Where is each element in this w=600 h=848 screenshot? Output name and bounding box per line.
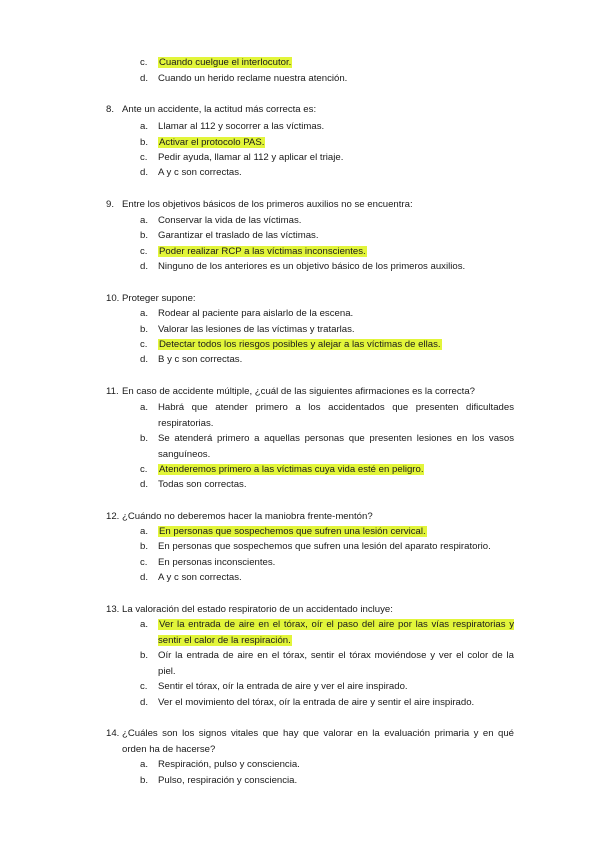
option-letter: d.	[140, 572, 149, 583]
option-text: Garantizar el traslado de las víctimas.	[158, 230, 319, 241]
option-text: Cuando un herido reclame nuestra atención.	[158, 73, 348, 84]
question-text: ¿Cuáles son los signos vitales que hay que valorar en la evaluación primaria y en qué orden ha de hacerse?	[122, 728, 514, 755]
option-letter: c.	[140, 246, 148, 257]
option-text: A y c son correctas.	[158, 167, 242, 178]
option-letter: a.	[140, 402, 149, 413]
question-number: 14.	[106, 728, 120, 739]
option-text-highlighted: Detectar todos los riesgos posibles y alejar a las víctimas de ellas.	[159, 339, 441, 350]
question-text: Proteger supone:	[122, 293, 196, 304]
option-text: Ninguno de los anteriores es un objetivo básico de los primeros auxilios.	[158, 261, 466, 272]
option-letter: d.	[140, 261, 149, 272]
question-number: 12.	[106, 511, 120, 522]
option-text: Pedir ayuda, llamar al 112 y aplicar el triaje.	[158, 152, 344, 163]
option-text: Habrá que atender primero a los accidentados que presenten dificultades respiratorias.	[158, 402, 514, 429]
option-letter: b.	[140, 775, 149, 786]
option-letter: b.	[140, 230, 149, 241]
option-text-highlighted: Activar el protocolo PAS.	[159, 137, 265, 148]
option-text: Ver el movimiento del tórax, oír la entrada de aire y sentir el aire inspirado.	[158, 697, 475, 708]
option-letter: d.	[140, 479, 149, 490]
question-number: 9.	[106, 199, 115, 210]
option-text: Conservar la vida de las víctimas.	[158, 215, 302, 226]
option-letter: b.	[140, 137, 149, 148]
option-letter: b.	[140, 650, 149, 661]
option-letter: a.	[140, 308, 149, 319]
option-letter: b.	[140, 324, 149, 335]
option-letter: c.	[140, 681, 148, 692]
option-text-highlighted: Cuando cuelgue el interlocutor.	[159, 57, 292, 68]
option-text: En personas inconscientes.	[158, 557, 276, 568]
question-text: Entre los objetivos básicos de los primeros auxilios no se encuentra:	[122, 199, 413, 210]
option-letter: d.	[140, 354, 149, 365]
option-text: Pulso, respiración y consciencia.	[158, 775, 298, 786]
option-text: B y c son correctas.	[158, 354, 243, 365]
option-text-highlighted: Poder realizar RCP a las víctimas inconscientes.	[159, 246, 366, 257]
option-letter: b.	[140, 433, 149, 444]
question-text: La valoración del estado respiratorio de un accidentado incluye:	[122, 604, 393, 615]
option-text-highlighted: En personas que sospechemos que sufren una lesión cervical.	[159, 526, 426, 537]
option-letter: c.	[140, 57, 148, 68]
option-text: Respiración, pulso y consciencia.	[158, 759, 300, 770]
question-number: 11.	[106, 386, 119, 397]
option-text: Rodear al paciente para aislarlo de la escena.	[158, 308, 354, 319]
option-letter: c.	[140, 152, 148, 163]
option-letter: d.	[140, 697, 149, 708]
question-text: Ante un accidente, la actitud más correcta es:	[122, 104, 317, 115]
option-letter: d.	[140, 167, 149, 178]
option-text-highlighted: Atenderemos primero a las víctimas cuya vida esté en peligro.	[159, 464, 424, 475]
option-letter: b.	[140, 541, 149, 552]
option-text: Oír la entrada de aire en el tórax, sentir el tórax moviéndose y ver el color de la piel.	[158, 650, 514, 677]
option-letter: a.	[140, 526, 149, 537]
option-letter: d.	[140, 73, 149, 84]
option-text: Se atenderá primero a aquellas personas que presenten lesiones en los vasos sanguíneos.	[158, 433, 514, 460]
question-number: 8.	[106, 104, 115, 115]
option-letter: c.	[140, 557, 148, 568]
option-letter: c.	[140, 339, 148, 350]
question-text: ¿Cuándo no deberemos hacer la maniobra frente-mentón?	[122, 511, 373, 522]
option-text: Llamar al 112 y socorrer a las víctimas.	[158, 121, 325, 132]
option-letter: a.	[140, 121, 149, 132]
option-text: Valorar las lesiones de las víctimas y tratarlas.	[158, 324, 355, 335]
option-text: A y c son correctas.	[158, 572, 242, 583]
option-letter: c.	[140, 464, 148, 475]
question-number: 13.	[106, 604, 120, 615]
option-text: Todas son correctas.	[158, 479, 247, 490]
option-text: En personas que sospechemos que sufren una lesión del aparato respiratorio.	[158, 541, 491, 552]
option-letter: a.	[140, 619, 149, 630]
question-number: 10.	[106, 293, 120, 304]
option-text-highlighted: Ver la entrada de aire en el tórax, oír el paso del aire por las vías respiratorias y sentir el calor de la respiración.	[158, 619, 514, 646]
question-text: En caso de accidente múltiple, ¿cuál de las siguientes afirmaciones es la correcta?	[122, 386, 476, 397]
option-text: Sentir el tórax, oír la entrada de aire y ver el aire inspirado.	[158, 681, 408, 692]
option-letter: a.	[140, 215, 149, 226]
option-letter: a.	[140, 759, 149, 770]
